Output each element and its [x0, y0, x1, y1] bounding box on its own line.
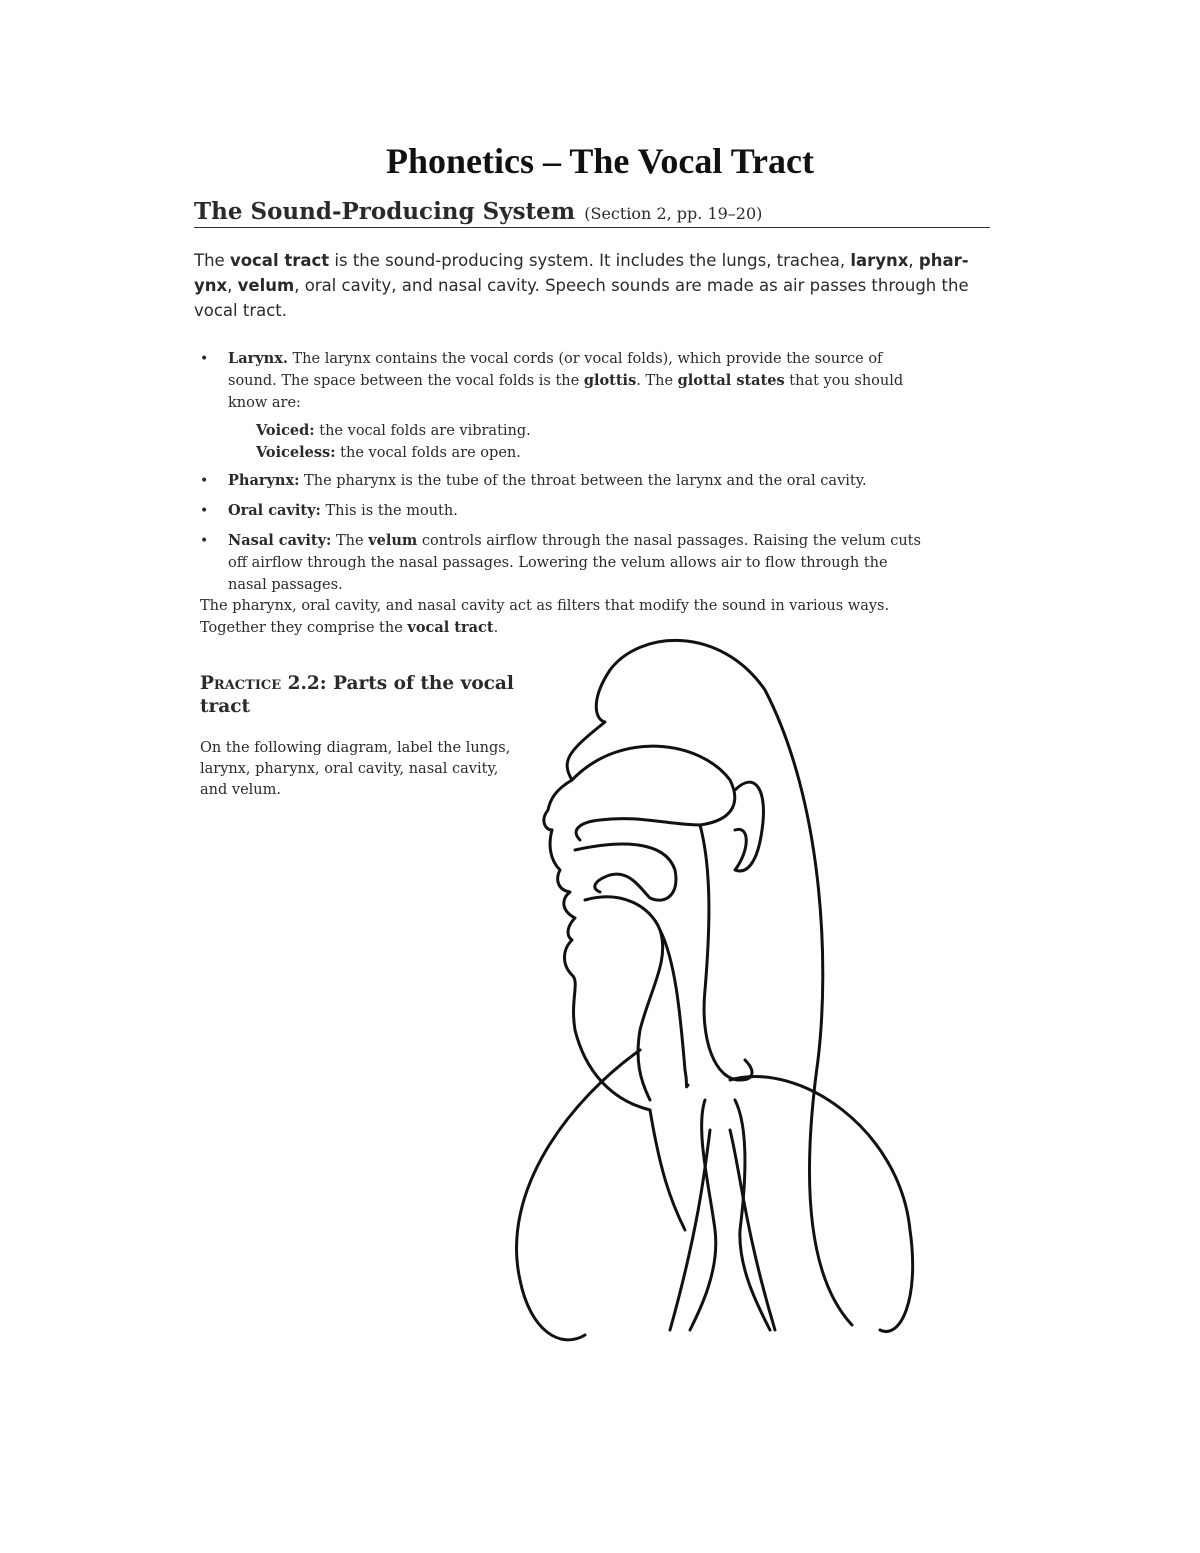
term-oral-cavity: Oral cavity:: [228, 502, 321, 519]
closing-text: .: [493, 620, 499, 636]
pharynx-front: [660, 930, 688, 1087]
section-heading-title: The Sound-Producing System: [194, 198, 576, 225]
head-outline: [544, 640, 852, 1325]
state-voiced: [256, 420, 930, 442]
nasal-cavity: [572, 746, 735, 840]
bronchus-right: [730, 1130, 775, 1330]
definition-text: The: [331, 533, 369, 549]
intro-text: ,: [908, 251, 919, 270]
list-item-larynx: [200, 348, 930, 464]
intro-term-vocal-tract: vocal tract: [229, 251, 330, 270]
term-pharynx: Pharynx:: [228, 472, 300, 489]
face-profile: [550, 830, 650, 1110]
list-item-pharynx: [200, 470, 930, 492]
term-velum: velum: [368, 532, 418, 549]
practice-heading: [200, 672, 540, 718]
definition-text: The larynx contains the vocal cords (or vocal folds), which provide the source of sound. The space between the vocal folds is the: [228, 351, 883, 389]
term-voiced: Voiced:: [256, 422, 315, 439]
tongue: [585, 897, 663, 1100]
state-text: the vocal folds are open.: [335, 445, 521, 461]
term-nasal-cavity: Nasal cavity:: [228, 532, 332, 549]
bullet: •: [200, 503, 209, 519]
intro-text: ,: [227, 276, 238, 295]
definition-text: controls airflow through the nasal passages. Raising the velum cuts off airflow through the nasal passages. Lowering the velum allows air to flow through the nasal passages.: [228, 533, 921, 593]
pharynx-back: [700, 825, 752, 1080]
practice-instructions: On the following diagram, label the lungs, larynx, pharynx, oral cavity, nasal cavity, and velum.: [200, 740, 511, 798]
term-glottis: glottis: [583, 372, 637, 389]
term-glottal-states: glottal states: [677, 372, 785, 389]
section-heading-reference: (Section 2, pp. 19–20): [584, 204, 763, 223]
state-voiceless: [256, 442, 930, 464]
term-vocal-tract: vocal tract: [407, 619, 494, 636]
list-item-nasal-cavity: [200, 530, 930, 596]
ear: [735, 782, 763, 871]
neck-front: [650, 1110, 685, 1230]
oral-cavity: [575, 844, 676, 900]
definition-list: [200, 348, 930, 596]
lung-left-outline: [517, 1050, 640, 1340]
page-title: Phonetics – The Vocal Tract: [385, 141, 814, 181]
practice-label: Practice: [200, 673, 282, 694]
section-heading: [194, 198, 990, 228]
definition-text: This is the mouth.: [320, 503, 458, 519]
term-voiceless: Voiceless:: [256, 444, 336, 461]
intro-term-pharynx: phar-ynx: [194, 251, 969, 295]
intro-term-larynx: larynx: [850, 251, 909, 270]
definition-text: . The: [636, 373, 678, 389]
vocal-tract-diagram: [500, 630, 940, 1350]
lung-right-outline: [730, 1077, 913, 1332]
state-text: the vocal folds are vibrating.: [314, 423, 531, 439]
intro-text: The: [194, 251, 230, 270]
definition-text: that you should know are:: [228, 373, 904, 411]
intro-text: , oral cavity, and nasal cavity. Speech sounds are made as air passes through the vocal tract.: [194, 276, 969, 320]
bullet: •: [200, 351, 209, 367]
glottal-states-list: [256, 420, 930, 464]
bullet: •: [200, 473, 209, 489]
term-larynx: Larynx.: [228, 350, 288, 367]
closing-text: The pharynx, oral cavity, and nasal cavity act as filters that modify the sound in various ways. Together they comprise the: [200, 598, 890, 636]
bullet: •: [200, 533, 209, 549]
intro-paragraph: [194, 248, 994, 323]
intro-text: is the sound-producing system. It includes the lungs, trachea,: [329, 251, 851, 270]
intro-term-velum: velum: [237, 276, 295, 295]
practice-number: 2.2:: [281, 673, 327, 694]
list-item-oral-cavity: [200, 500, 930, 522]
definition-text: The pharynx is the tube of the throat between the larynx and the oral cavity.: [299, 473, 867, 489]
practice-title: Parts of the vocal tract: [200, 673, 514, 717]
trachea: [690, 1100, 716, 1330]
